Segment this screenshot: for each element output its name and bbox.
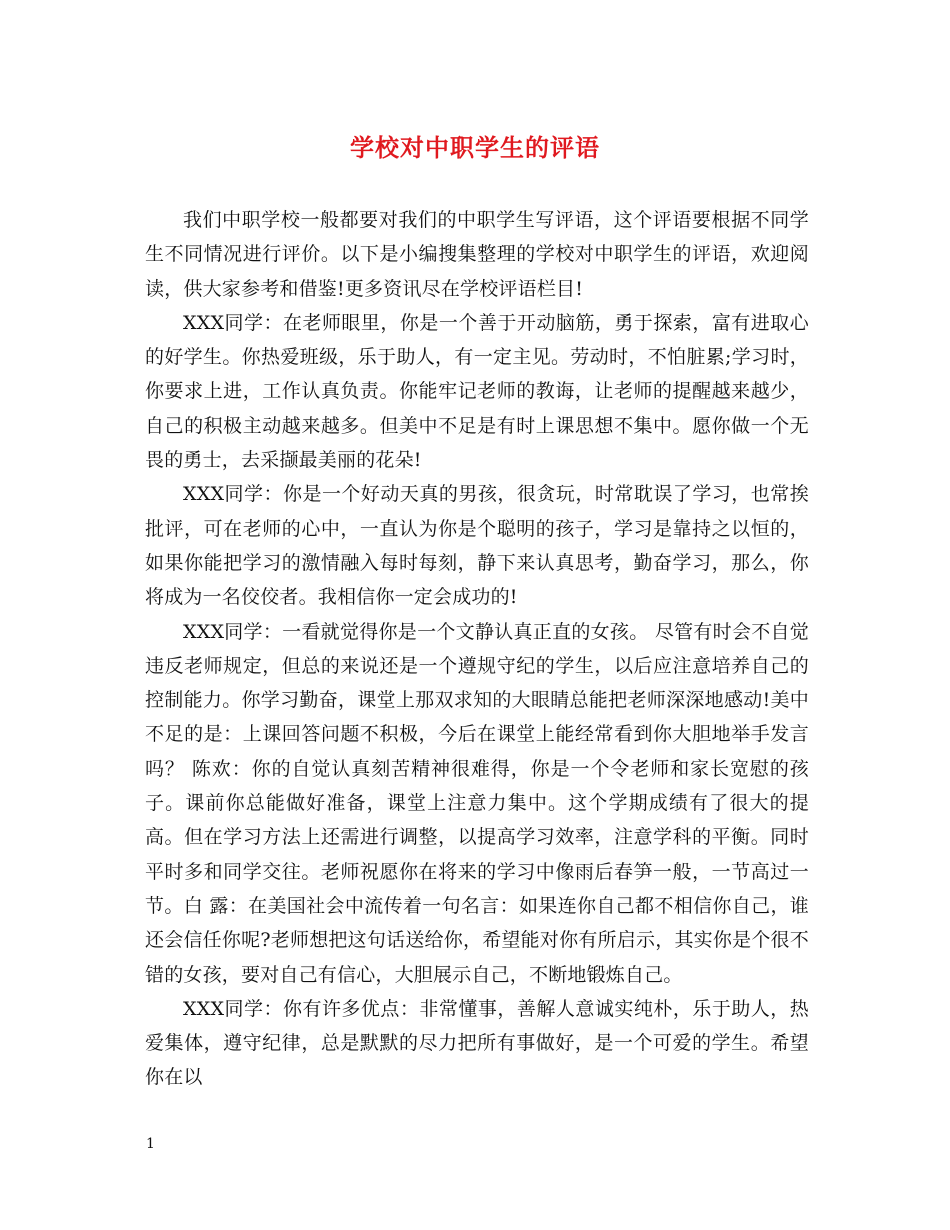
comment-paragraph: XXX同学：在老师眼里，你是一个善于开动脑筋，勇于探索，富有进取心的好学生。你热爱班级，乐于助人，有一定主见。劳动时，不怕脏累;学习时，你要求上进，工作认真负责。你能牢记老师的教诲，让老师的提醒越来越少，自己的积极主动越来越多。但美中不足是有时上课思想不集中。愿你做一个无畏的勇士，去采撷最美丽的花朵! [145,311,809,472]
page-number: 1 [146,1136,155,1152]
document-body [145,203,809,1095]
comment-paragraph: XXX同学：你有许多优点：非常懂事，善解人意诚实纯朴，乐于助人，热爱集体，遵守纪律，总是默默的尽力把所有事做好，是一个可爱的学生。希望你在以 [145,997,809,1089]
intro-paragraph: 我们中职学校一般都要对我们的中职学生写评语，这个评语要根据不同学生不同情况进行评价。以下是小编搜集整理的学校对中职学生的评语，欢迎阅读，供大家参考和借鉴!更多资讯尽在学校评语栏目! [145,209,809,300]
comment-paragraph: XXX同学：一看就觉得你是一个文静认真正直的女孩。 尽管有时会不自觉违反老师规定，但总的来说还是一个遵规守纪的学生，以后应注意培养自己的控制能力。你学习勤奋，课堂上那双求知的大眼睛总能把老师深深地感动!美中不足的是：上课回答问题不积极，今后在课堂上能经常看到你大胆地举手发言吗？ 陈欢：你的自觉认真刻苦精神很难得，你是一个令老师和家长宽慰的孩子。课前你总能做好准备，课堂上注意力集中。这个学期成绩有了很大的提高。但在学习方法上还需进行调整，以提高学习效率，注意学科的平衡。同时平时多和同学交往。老师祝愿你在将来的学习中像雨后春笋一般，一节高过一节。白 露：在美国社会中流传着一句名言：如果连你自己都不相信你自己，谁还会信任你呢?老师想把这句话送给你，希望能对你有所启示，其实你是个很不错的女孩，要对自己有信心，大胆展示自己，不断地锻炼自己。 [145,620,809,986]
comment-paragraph: XXX同学：你是一个好动天真的男孩，很贪玩，时常耽误了学习，也常挨批评，可在老师的心中，一直认为你是个聪明的孩子，学习是靠持之以恒的，如果你能把学习的激情融入每时每刻，静下来认真思考，勤奋学习，那么，你将成为一名佼佼者。我相信你一定会成功的! [145,483,809,609]
document-title: 学校对中职学生的评语 [350,133,600,162]
